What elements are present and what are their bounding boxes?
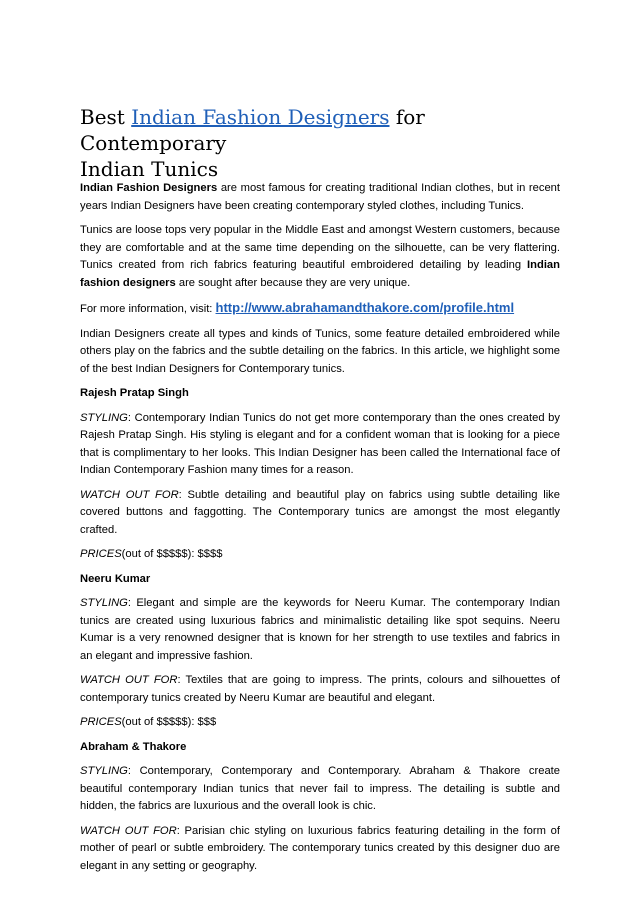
styling-paragraph	[80, 763, 560, 816]
prices-text: (out of $$$$$): $$$	[121, 716, 217, 728]
styling-label: STYLING	[80, 411, 128, 424]
designer-heading	[80, 385, 560, 403]
intro-text: are most famous for creating traditional Indian clothes, but in recent years Indian Designers have been creating contemporary styled clothes, including Tunics.	[80, 182, 561, 212]
prices-text: (out of $$$$$): $$$$	[121, 548, 223, 560]
intro-bold: Indian Fashion Designers	[80, 182, 218, 194]
styling-paragraph	[80, 410, 560, 480]
designer-name: Abraham & Thakore	[80, 740, 187, 753]
watch-text: : Subtle detailing and beautiful play on fabrics using subtle detailing like covered buttons and faggotting. The Contemporary tunics are amongst the most elegantly crafted.	[80, 488, 560, 536]
watch-paragraph	[80, 823, 560, 876]
overview-paragraph: Indian Designers create all types and kinds of Tunics, some feature detailed embroidered while others play on the fabrics and the subtle detailing on the fabrics. In this article, we highlight some of the best Indian Designers for Contemporary tunics.	[80, 327, 560, 375]
intro-paragraph	[80, 180, 560, 215]
watch-paragraph	[80, 672, 560, 707]
watch-label: WATCH OUT FOR	[80, 824, 177, 837]
styling-paragraph	[80, 595, 560, 665]
prices-paragraph	[80, 714, 560, 732]
styling-text: : Elegant and simple are the keywords for Neeru Kumar. The contemporary Indian tunics are created using luxurious fabrics and minimalistic detailing like spot sequins. Neeru Kumar is a very renowned designer that is known for her strength to use textiles and fabrics in an elegant and impressive fashion.	[80, 597, 560, 662]
more-info-paragraph	[80, 299, 560, 319]
styling-label: STYLING	[80, 597, 128, 609]
page-title	[80, 104, 570, 182]
designer-heading	[80, 739, 560, 757]
title-suffix: for Contemporary	[80, 105, 425, 155]
watch-text: : Textiles that are going to impress. The prints, colours and silhouettes of contemporary tunics created by Neeru Kumar are beautiful and elegant.	[80, 674, 560, 704]
styling-text: : Contemporary, Contemporary and Contemporary. Abraham & Thakore create beautiful contemporary Indian tunics that never fail to impress. The detailing is subtle and hidden, the fabrics are luxurious and the overall look is chic.	[80, 765, 560, 812]
title-line2: Indian Tunics	[80, 157, 219, 181]
title-prefix: Best	[80, 105, 132, 129]
more-info-label: For more information, visit:	[80, 303, 216, 315]
profile-link[interactable]: http://www.abrahamandthakore.com/profile.html	[215, 300, 515, 315]
watch-label: WATCH OUT FOR	[80, 674, 178, 686]
title-link[interactable]: Indian Fashion Designers	[131, 105, 390, 129]
watch-paragraph	[80, 487, 560, 540]
tunics-text-1: Tunics are loose tops very popular in the Middle East and amongst Western customers, because they are comfortable and at the same time depending on the silhouette, can be very flattering. Tunics created from rich fabrics featuring beautiful embroidered detailing by leading	[80, 224, 560, 271]
styling-label: STYLING	[80, 765, 128, 777]
article-body	[80, 180, 560, 882]
designer-name: Neeru Kumar	[80, 572, 151, 585]
prices-label: PRICES	[80, 716, 122, 728]
tunics-bold: Indian fashion designers	[80, 259, 560, 289]
tunics-paragraph	[80, 222, 560, 292]
designer-heading	[80, 571, 560, 589]
watch-label: WATCH OUT FOR	[80, 488, 179, 501]
prices-label: PRICES	[80, 548, 122, 560]
tunics-text-2: are sought after because they are very unique.	[175, 276, 411, 289]
styling-text: : Contemporary Indian Tunics do not get more contemporary than the ones created by Rajesh Pratap Singh. His styling is elegant and for a confident woman that is looking for a piece that is complimentary to her looks. This Indian Designer has been called the International face of Indian Contemporary Fashion many times for a reason.	[80, 411, 560, 476]
designer-name: Rajesh Pratap Singh	[80, 387, 189, 399]
prices-paragraph	[80, 546, 560, 564]
watch-text: : Parisian chic styling on luxurious fabrics featuring detailing in the form of mother of pearl or subtle embroidery. The contemporary tunics created by this designer duo are elegant in any setting or geography.	[80, 824, 560, 872]
